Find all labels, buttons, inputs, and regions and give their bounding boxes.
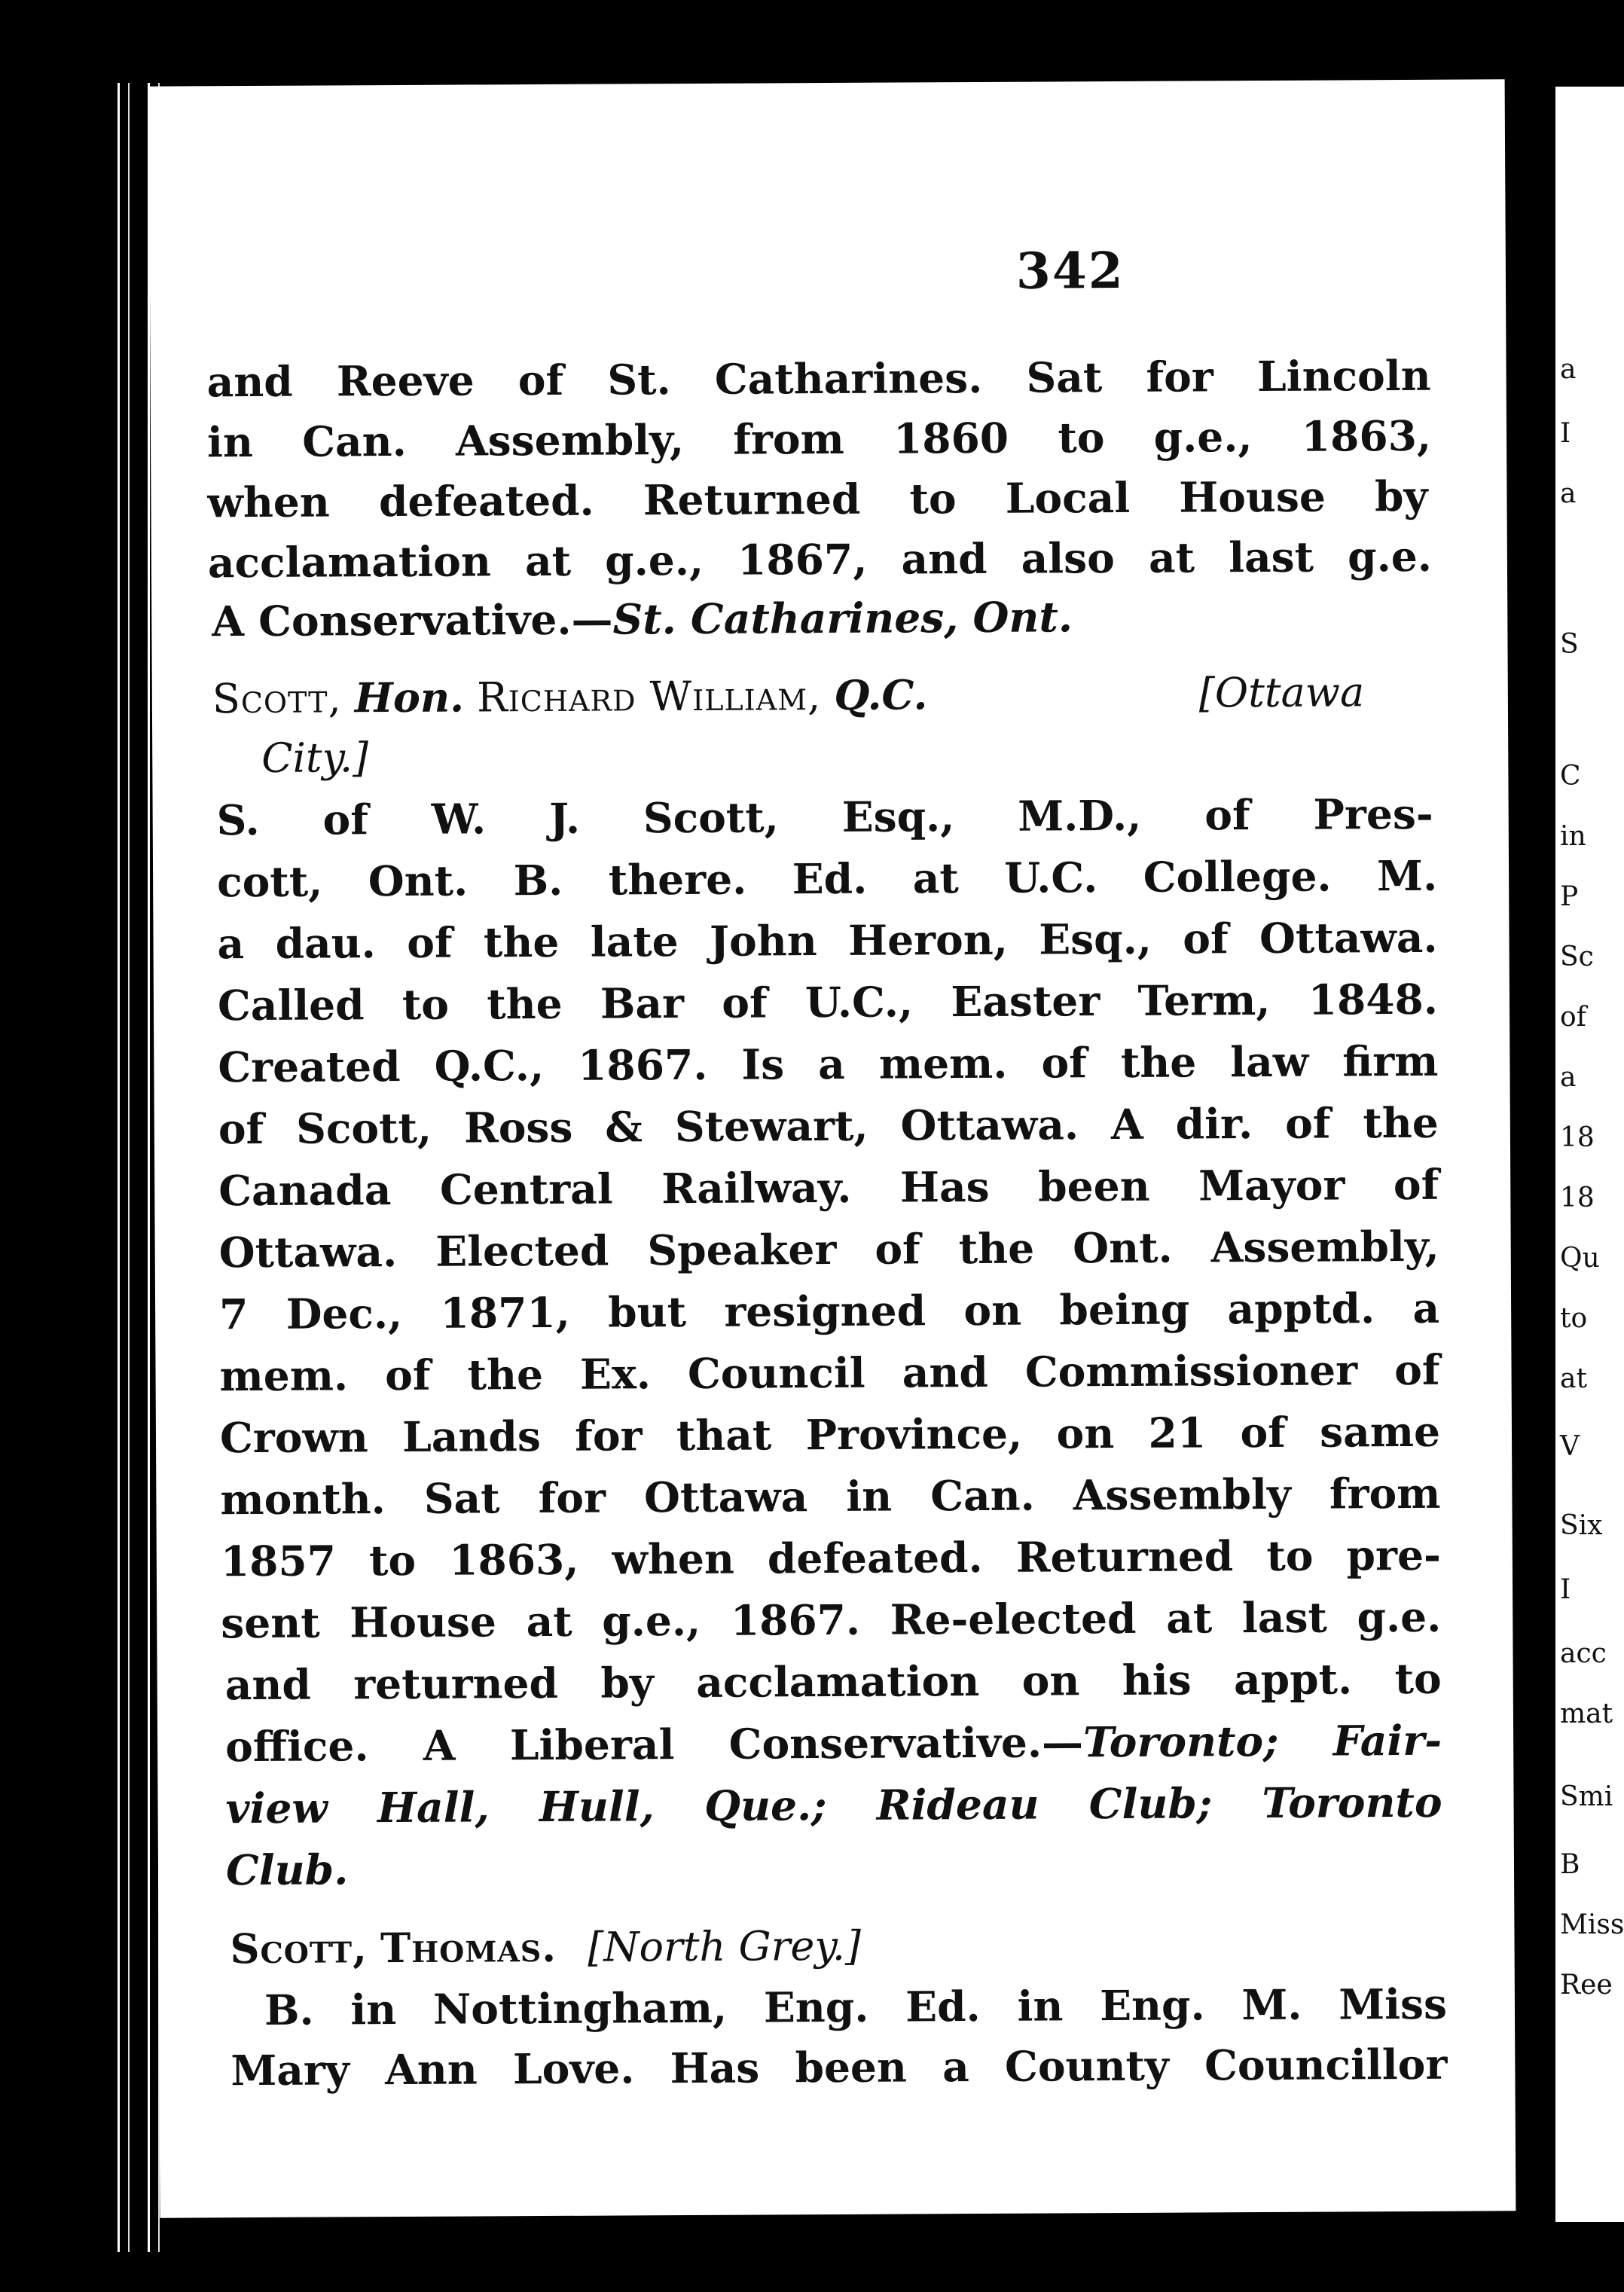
- body-line: office. A Liberal Conservative.—Toronto; Fair-: [224, 1715, 1442, 1772]
- body-line: Created Q.C., 1867. Is a mem. of the law firm: [218, 1036, 1439, 1092]
- body-line: when defeated. Returned to Local House by: [207, 471, 1428, 527]
- entry-heading-scott-thomas: Scott, Thomas. [North Grey.]: [230, 1921, 862, 1973]
- fragment: S: [1560, 629, 1579, 660]
- body-line: view Hall, Hull, Que.; Rideau Club; Toronto: [225, 1777, 1442, 1833]
- fragment: Ree: [1560, 1970, 1613, 2001]
- fragment: C: [1560, 761, 1581, 792]
- body-line: 7 Dec., 1871, but resigned on being apptd. a: [218, 1283, 1440, 1339]
- body-line: sent House at g.e., 1867. Re-elected at last g.e.: [221, 1592, 1442, 1648]
- entry-heading-scott-richard: Scott, Hon. Richard William, Q.C.: [212, 670, 928, 723]
- fragment: of: [1560, 1002, 1586, 1033]
- fragment: Smi: [1560, 1781, 1613, 1812]
- fragment: I: [1560, 418, 1571, 449]
- fragment: Miss: [1560, 1909, 1624, 1940]
- body-line: A Conservative.—St. Catharines, Ont.: [212, 592, 1073, 646]
- fragment: 18: [1560, 1122, 1595, 1153]
- fragment: P: [1560, 881, 1579, 912]
- fragment: Six: [1560, 1510, 1603, 1541]
- fragment: in: [1560, 821, 1586, 852]
- body-line: mem. of the Ex. Council and Commissioner of: [219, 1344, 1440, 1401]
- body-line: Canada Central Railway. Has been Mayor of: [218, 1159, 1439, 1216]
- body-line: and returned by acclamation on his appt. to: [224, 1653, 1442, 1710]
- fragment: Sc: [1560, 942, 1594, 972]
- body-line: month. Sat for Ottawa in Can. Assembly from: [220, 1468, 1441, 1524]
- fragment: at: [1560, 1363, 1587, 1394]
- fragment: 18: [1560, 1183, 1595, 1213]
- constituency-close: City.]: [261, 734, 369, 782]
- fragment: a: [1560, 1062, 1577, 1093]
- fragment: I: [1560, 1574, 1571, 1605]
- body-line: Crown Lands for that Province, on 21 of same: [219, 1406, 1441, 1463]
- fragment: a: [1560, 478, 1577, 509]
- body-line: Called to the Bar of U.C., Easter Term, 1848.: [217, 974, 1439, 1030]
- page-number: 342: [1015, 240, 1125, 301]
- adjacent-page-edge: [1555, 87, 1624, 2222]
- fragment: acc: [1560, 1638, 1607, 1669]
- book-page: [149, 79, 1516, 2217]
- body-line: B. in Nottingham, Eng. Ed. in Eng. M. Miss: [264, 1979, 1448, 2034]
- body-line: of Scott, Ross & Stewart, Ottawa. A dir. of the: [218, 1097, 1439, 1154]
- body-line: S. of W. J. Scott, Esq., M.D., of Pres-: [216, 789, 1433, 845]
- constituency-open: [Ottawa: [1198, 668, 1365, 717]
- body-line: Mary Ann Love. Has been a County Councillor: [230, 2039, 1448, 2095]
- body-line: and Reeve of St. Catharines. Sat for Lincoln: [206, 350, 1431, 407]
- body-line: cott, Ont. B. there. Ed. at U.C. College. M.: [216, 850, 1438, 907]
- body-line: a dau. of the late John Heron, Esq., of Ottawa.: [217, 912, 1438, 969]
- fragment: mat: [1560, 1698, 1613, 1729]
- fragment: B: [1560, 1849, 1580, 1880]
- fragment: to: [1560, 1303, 1588, 1334]
- fragment: V: [1560, 1431, 1580, 1462]
- body-line: 1857 to 1863, when defeated. Returned to pre-: [220, 1530, 1442, 1586]
- body-line: acclamation at g.e., 1867, and also at last g.e.: [207, 531, 1433, 587]
- fragment: Qu: [1560, 1243, 1600, 1274]
- body-line: in Can. Assembly, from 1860 to g.e., 1863,: [206, 410, 1432, 467]
- fragment: a: [1560, 354, 1577, 385]
- body-line: Ottawa. Elected Speaker of the Ont. Assembly,: [218, 1221, 1439, 1277]
- body-line: Club.: [225, 1845, 349, 1895]
